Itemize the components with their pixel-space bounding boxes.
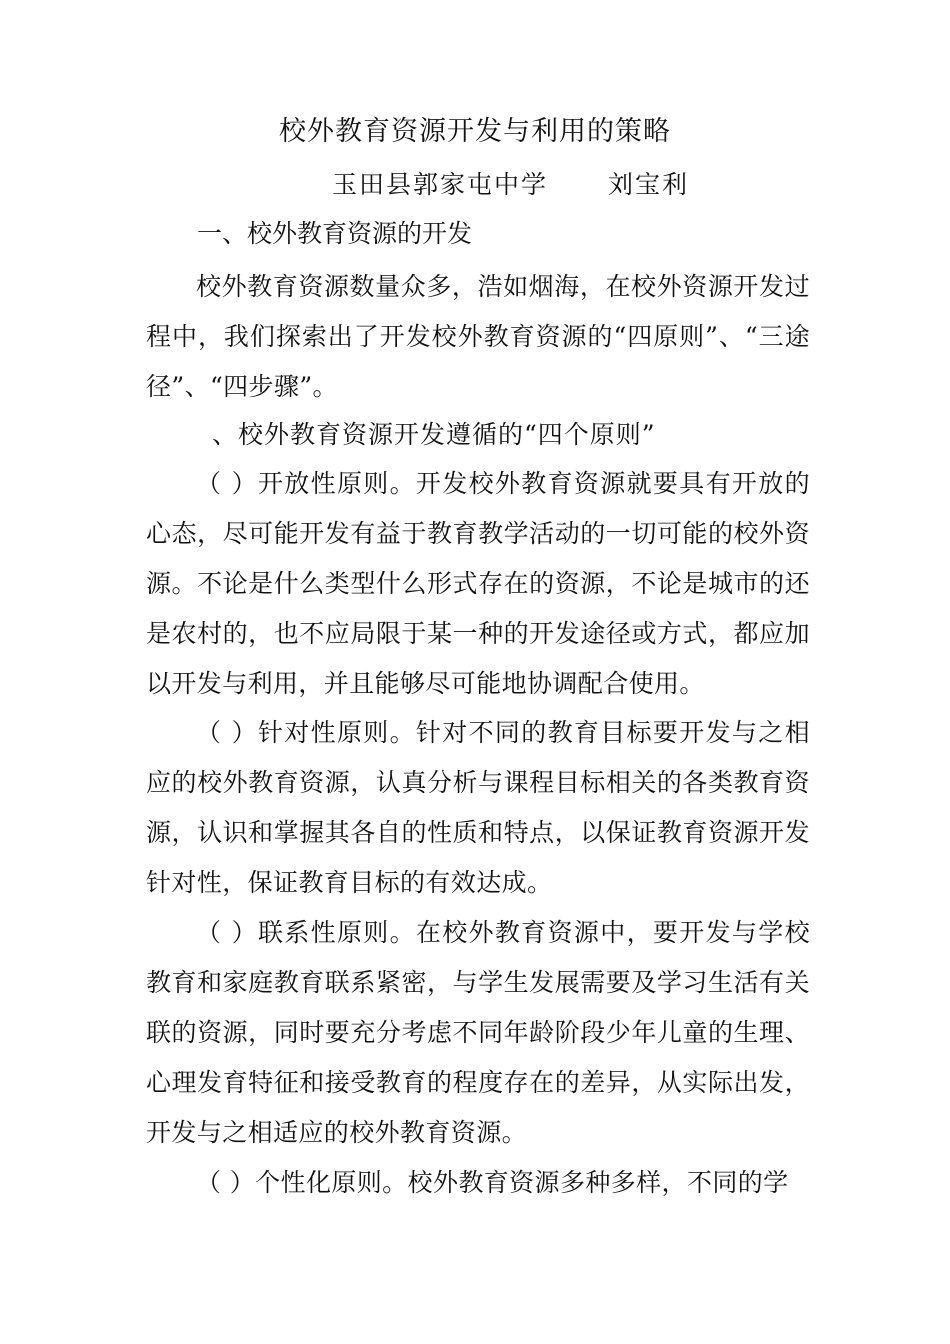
principle-paragraph-openness: （ ）开放性原则。开发校外教育资源就要具有开放的心态，尽可能开发有益于教育教学活动的一切可能的校外资源。不论是什么类型什么形式存在的资源，不论是城市的还是农村的，也不应局限于某一种的开发途径或方式，都应加以开发与利用，并且能够尽可能地协调配合使用。: [146, 469, 810, 698]
principle-paragraph-pertinence: （ ）针对性原则。针对不同的教育目标要开发与之相应的校外教育资源，认真分析与课程目标相关的各类教育资源，认识和掌握其各自的性质和特点，以保证教育资源开发针对性，保证教育目标的有效达成。: [146, 718, 810, 897]
intro-paragraph: 校外教育资源数量众多，浩如烟海，在校外资源开发过程中，我们探索出了开发校外教育资源的“四原则”、“三途径”、“四步骤”。: [146, 272, 810, 401]
document-title: 校外教育资源开发与利用的策略: [279, 116, 671, 147]
principle-paragraph-connection: （ ）联系性原则。在校外教育资源中，要开发与学校教育和家庭教育联系紧密，与学生发展需要及学习生活有关联的资源，同时要充分考虑不同年龄阶段少年儿童的生理、心理发育特征和接受教育的程度存在的差异，从实际出发，开发与之相适应的校外教育资源。: [146, 918, 810, 1147]
section-heading: 一、校外教育资源的开发: [197, 219, 473, 248]
principle-paragraph-individuality: （ ）个性化原则。校外教育资源多种多样，不同的学: [196, 1168, 789, 1197]
author-name: 刘宝利: [608, 170, 690, 199]
author-school: 玉田县郭家屯中学: [332, 170, 549, 199]
author-line: [332, 166, 689, 204]
subsection-heading: 、校外教育资源开发遵循的“四个原则”: [212, 420, 656, 449]
